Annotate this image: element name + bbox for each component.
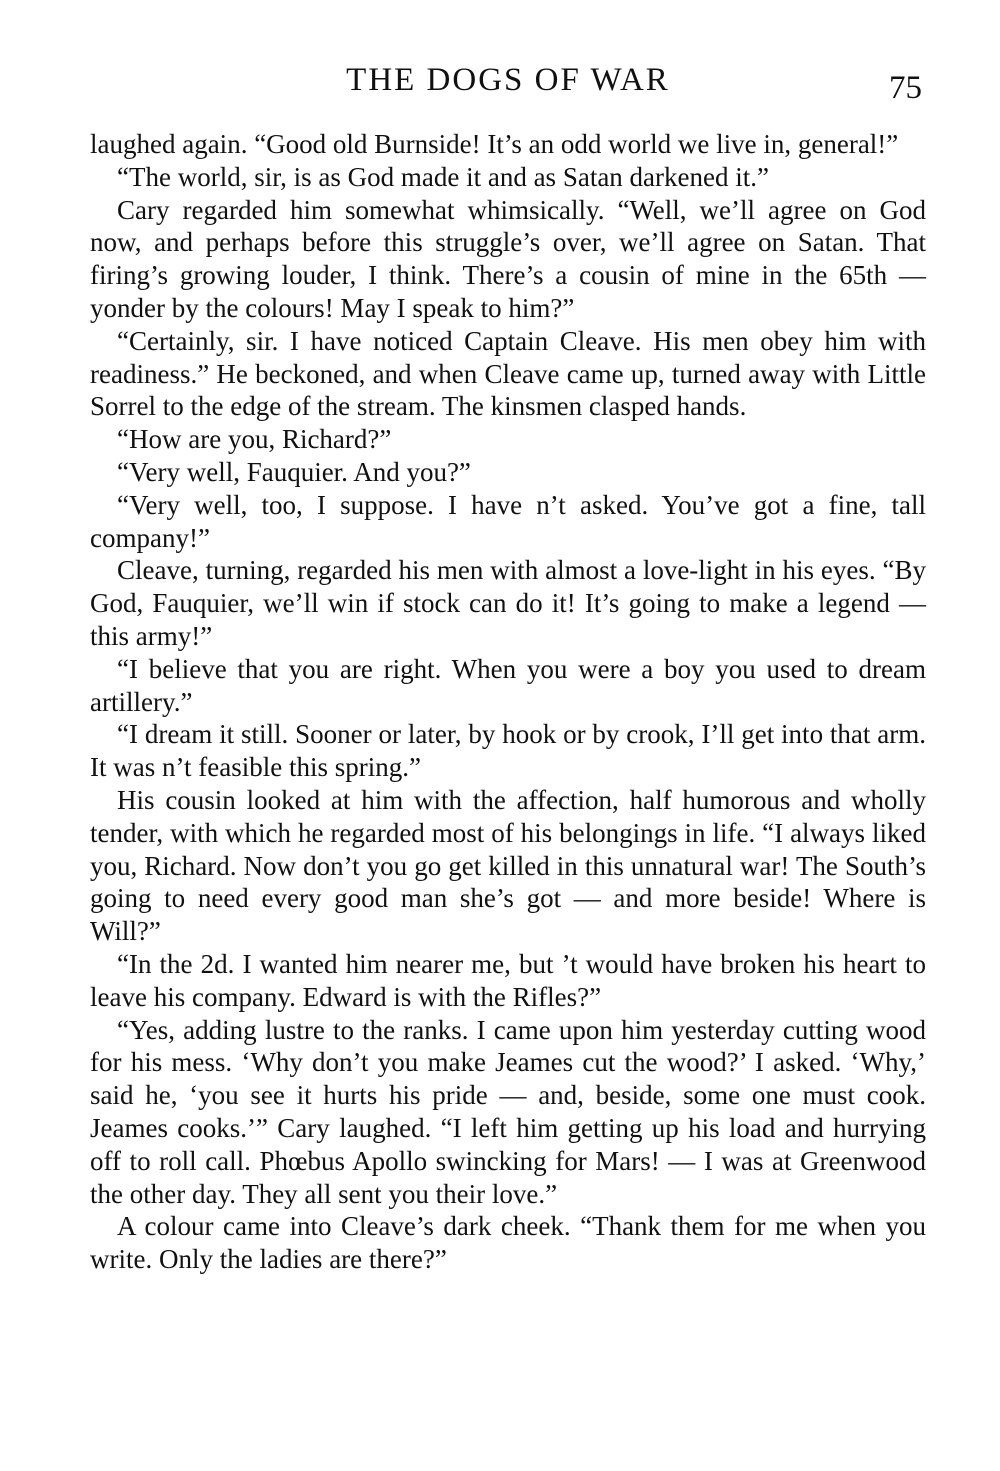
paragraph: “Very well, Fauquier. And you?” xyxy=(117,456,471,487)
page-number: 75 xyxy=(889,70,922,106)
paragraph: “Very well, too, I suppose. I have n’t asked. You’ve got a fine, tall company!” xyxy=(90,489,926,553)
paragraph: “How are you, Richard?” xyxy=(117,424,392,455)
paragraph: “I believe that you are right. When you were a boy you used to dream artillery.” xyxy=(90,653,926,717)
paragraph: “In the 2d. I wanted him nearer me, but ’t would have broken his heart to leave his company. Edward is with the Rifles?” xyxy=(90,948,926,1012)
paragraph: “I dream it still. Sooner or later, by hook or by crook, I’ll get into that arm. It was n’t feasible this spring.” xyxy=(90,719,926,783)
paragraph: His cousin looked at him with the affection, half humorous and wholly tender, with which he regarded most of his belongings in life. “I always liked you, Richard. Now don’t you go get killed in this unnatural war! The South’s going to need every good man she’s got — and more beside! Where is Will?” xyxy=(90,784,926,947)
body-text xyxy=(90,128,926,1276)
paragraph: Cleave, turning, regarded his men with almost a love-light in his eyes. “By God, Fauquier, we’ll win if stock can do it! It’s going to make a legend — this army!” xyxy=(90,555,926,651)
paragraph: “The world, sir, is as God made it and as Satan darkened it.” xyxy=(117,161,769,192)
paragraph: “Certainly, sir. I have noticed Captain Cleave. His men obey him with readiness.” He beckoned, and when Cleave came up, turned away with Little Sorrel to the edge of the stream. The kinsmen clasped hands. xyxy=(90,325,926,422)
paragraph: A colour came into Cleave’s dark cheek. “Thank them for me when you write. Only the ladies are there?” xyxy=(90,1211,926,1275)
paragraph: laughed again. “Good old Burnside! It’s an odd world we live in, general!” xyxy=(90,129,899,159)
running-title: THE DOGS OF WAR xyxy=(346,62,670,98)
running-head xyxy=(90,58,926,106)
paragraph: “Yes, adding lustre to the ranks. I came upon him yesterday cutting wood for his mess. ‘Why don’t you make Jeames cut the wood?’ I asked. ‘Why,’ said he, ‘you see it hurts his pride — and, beside, some one must cook. Jeames cooks.’” Cary laughed. “I left him getting up his load and hurrying off to roll call. Phœbus Apollo swincking for Mars! — I was at Greenwood the other day. They all sent you their love.” xyxy=(90,1014,926,1209)
paragraph: Cary regarded him somewhat whimsically. “Well, we’ll agree on God now, and perhaps before this struggle’s over, we’ll agree on Satan. That firing’s growing louder, I think. There’s a cousin of mine in the 65th — yonder by the colours! May I speak to him?” xyxy=(90,194,926,323)
